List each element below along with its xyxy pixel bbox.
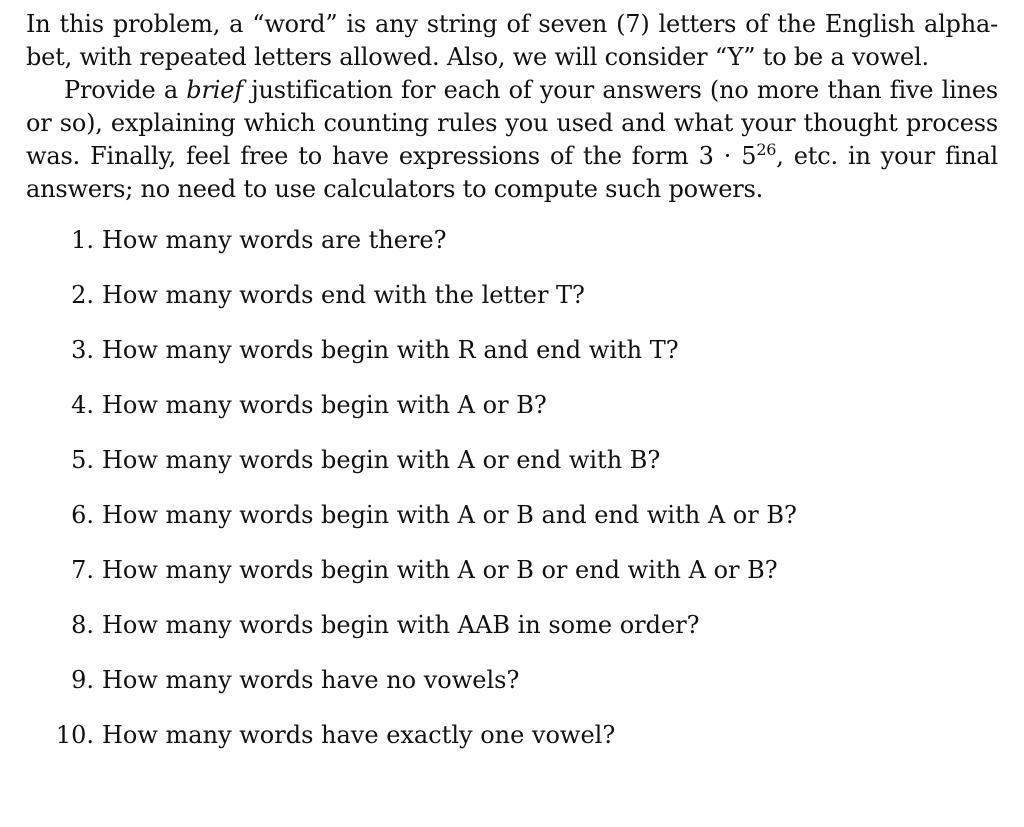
question-text: How many words begin with A or end with B? xyxy=(102,446,661,474)
question-number: 8. xyxy=(71,611,94,639)
question-item xyxy=(26,224,998,257)
question-text: How many words begin with A or B and end with A or B? xyxy=(102,501,797,529)
question-text: How many words have exactly one vowel? xyxy=(102,721,616,749)
question-item xyxy=(26,664,998,697)
question-number: 3. xyxy=(71,336,94,364)
question-text: How many words end with the letter T? xyxy=(102,281,585,309)
question-item xyxy=(26,499,998,532)
question-item xyxy=(26,609,998,642)
question-number: 7. xyxy=(71,556,94,584)
question-item xyxy=(26,389,998,422)
question-item xyxy=(26,554,998,587)
intro-line-1-text: In this problem, a “word” is any string of seven (7) letters of the English alpha- xyxy=(26,10,998,38)
question-item xyxy=(26,719,998,752)
instructions-paragraph xyxy=(26,74,998,206)
instructions-prefix: Provide a xyxy=(64,76,187,104)
question-number: 10. xyxy=(55,721,94,749)
question-item xyxy=(26,279,998,312)
question-number: 6. xyxy=(71,501,94,529)
intro-line-2-text: bet, with repeated letters allowed. Also, we will consider “Y” to be a vowel. xyxy=(26,43,929,71)
question-number: 1. xyxy=(71,226,94,254)
question-number: 2. xyxy=(71,281,94,309)
question-text: How many words have no vowels? xyxy=(102,666,520,694)
question-list xyxy=(26,224,998,752)
question-text: How many words are there? xyxy=(102,226,447,254)
question-text: How many words begin with A or B or end with A or B? xyxy=(102,556,778,584)
instructions-emphasis: brief xyxy=(186,76,243,104)
instructions-suffix: , etc. in your final answers; no need to use calculators to compute such powers. xyxy=(26,142,998,203)
question-text: How many words begin with R and end with T? xyxy=(102,336,679,364)
instructions-exponent: 26 xyxy=(756,140,777,160)
intro-line-2 xyxy=(26,41,998,74)
question-number: 4. xyxy=(71,391,94,419)
question-text: How many words begin with AAB in some order? xyxy=(102,611,700,639)
question-number: 9. xyxy=(71,666,94,694)
question-number: 5. xyxy=(71,446,94,474)
question-text: How many words begin with A or B? xyxy=(102,391,547,419)
instructions-body: justification for each of your answers (no more than five lines or so), explaining which counting rules you used and what your thought process was. Finally, feel free to have expressions of the form 3 · 5 xyxy=(26,76,998,170)
question-item xyxy=(26,334,998,367)
intro-line-1 xyxy=(26,8,998,41)
question-item xyxy=(26,444,998,477)
